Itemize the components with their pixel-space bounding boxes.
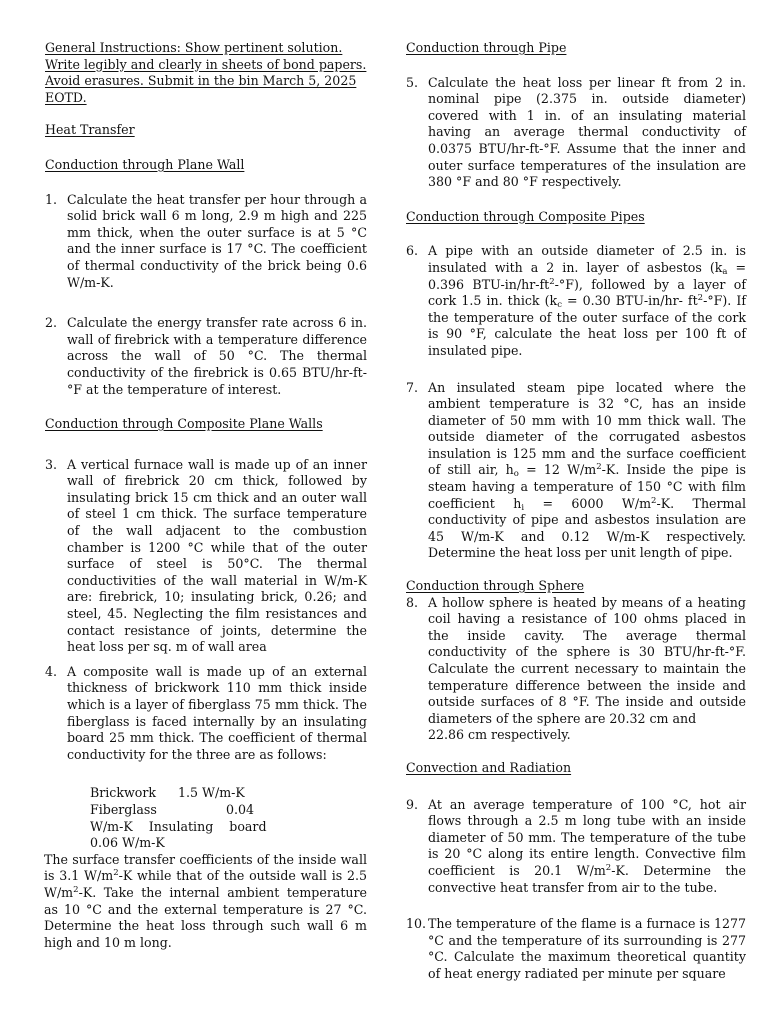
heading-plane-wall: Conduction through Plane Wall: [45, 156, 245, 172]
problem-number: 5.: [406, 74, 419, 90]
right-column: [406, 40, 746, 983]
problem-text-tail: 22.86 cm respectively.: [428, 727, 571, 743]
problem-text: The temperature of the flame is a furnace is 1277 °C and the temperature of its surrounding is 277 °C. Calculate the maximum theoretical quantity of heat energy radiated per minute per square: [428, 916, 746, 981]
k-insulating-board: 0.06 W/m-K: [90, 835, 165, 851]
problem-6: [406, 243, 746, 359]
problem-number: 6.: [406, 243, 419, 259]
problem-7: [406, 380, 746, 563]
problem-9: [406, 797, 746, 897]
surface-coefficients-text: The surface transfer coefficients of the inside wall is 3.1 $W/m^2-K$ while that of the outside wall is 2.5 $W/m^2-K$. Take the internal ambient temperature as 10 °C and the external temperature is 27 °C. Determine the heat loss through such wall 6 m high and 10 m long.: [44, 851, 368, 950]
heading-sphere: Conduction through Sphere: [406, 578, 585, 594]
problem-text: An insulated steam pipe located where the ambient temperature is 32 °C, has an inside diameter of 50 mm with 10 mm thick wall. The outside diameter of the corrugated asbestos insulation is 125 mm and the surface coefficient of still air, $h_o = 12$ $W/m^2-K$. Inside the pipe is steam having a temperature of 150 °C with film coefficient $h_i = 6000$ $W/m^2-K$. Thermal conductivity of pipe and asbestos insulation are 45 W/m-K and 0.12 W/m-K respectively. Determine the heat loss per unit length of pipe.: [428, 379, 747, 561]
general-instructions: General Instructions: Show pertinent solution. Write legibly and clearly in sheets of bond papers. Avoid erasures. Submit in the bin March 5, 2025 EOTD.: [45, 40, 367, 105]
heading-heat-transfer: Heat Transfer: [45, 122, 135, 138]
k-brickwork: 1.5 W/m-K: [178, 785, 245, 801]
material-brickwork: Brickwork: [90, 785, 157, 801]
problem-text: A vertical furnace wall is made up of an inner wall of firebrick 20 cm thick, followed by insulating brick 15 cm thick and an outer wall of steel 1 cm thick. The surface temperature of the wall adjacent to the combustion chamber is 1200 °C while that of the outer surface of steel is 50°C. The thermal conductivities of the wall material in W/m-K are: firebrick, 10; insulating brick, 0.26; and steel, 45. Neglecting the film resistances and contact resistance of joints, determine the heat loss per sq. m of wall area: [67, 456, 367, 655]
problem-text: At an average temperature of 100 °C, hot air flows through a 2.5 m long tube with an inside diameter of 50 mm. The temperature of the tube is 20 °C along its entire length. Convective film coefficient is 20.1 $W/m^2-K$. Determine the convective heat transfer from air to the tube.: [428, 796, 746, 895]
heading-convection-radiation: Convection and Radiation: [406, 759, 572, 775]
problem-number: 3.: [45, 456, 58, 472]
problem-10: [406, 916, 746, 982]
conductivity-list: [67, 785, 367, 851]
heading-composite-plane-walls: Conduction through Composite Plane Walls: [45, 416, 323, 432]
heading-pipe: Conduction through Pipe: [406, 40, 567, 55]
heading-composite-pipes: Conduction through Composite Pipes: [406, 208, 645, 224]
problem-3: [45, 457, 367, 656]
material-insulating-board: W/m-K Insulating board: [90, 818, 267, 834]
problem-number: 2.: [45, 315, 58, 331]
problem-number: 9.: [406, 796, 419, 812]
left-column: [45, 40, 367, 951]
problem-4: [45, 664, 367, 952]
problem-number: 8.: [406, 594, 419, 610]
problem-text: A hollow sphere is heated by means of a heating coil having a resistance of 100 ohms placed in the inside cavity. The average thermal conductivity of the sphere is 30 BTU/hr-ft-°F. Calculate the current necessary to maintain the temperature difference between the inside and outside surfaces of 8 °F. The inside and outside diameters of the sphere are 20.32 cm and: [428, 594, 746, 726]
problem-8: [406, 595, 746, 744]
problem-text: Calculate the heat transfer per hour through a solid brick wall 6 m long, 2.9 m high and 225 mm thick, when the outer surface is at 5 °C and the inner surface is 17 °C. The coefficient of thermal conductivity of the brick being 0.6 W/m-K.: [67, 191, 367, 290]
problem-number: 10.: [406, 916, 427, 932]
problem-5: [406, 75, 746, 191]
problem-number: 1.: [45, 191, 58, 207]
problem-1: [45, 192, 367, 292]
k-fiberglass: 0.04: [226, 801, 255, 817]
problem-text: Calculate the heat loss per linear ft from 2 in. nominal pipe (2.375 in. outside diameter) covered with 1 in. of an insulating material having an average thermal conductivity of 0.0375 BTU/hr-ft-°F. Assume that the inner and outer surface temperatures of the insulation are 380 °F and 80 °F respectively.: [428, 74, 746, 190]
problem-number: 4.: [45, 663, 58, 679]
problem-number: 7.: [406, 379, 419, 395]
material-fiberglass: Fiberglass: [90, 801, 157, 817]
problem-text: A pipe with an outside diameter of 2.5 in. is insulated with a 2 in. layer of asbestos ($k_a = 0.396$ BTU-$in/hr-ft^2-^\circ F$), followed by a layer of cork 1.5 in. thick ($k_c = 0.30$ BTU-in/hr- $ft^2-^\circ F$). If the temperature of the outer surface of the cork is 90 °F, calculate the heat loss per 100 ft of insulated pipe.: [428, 243, 746, 358]
problem-2: [45, 315, 367, 398]
problem-text: Calculate the energy transfer rate across 6 in. wall of firebrick with a temperature difference across the wall of 50 °C. The thermal conductivity of the firebrick is 0.65 BTU/hr-ft-°F at the temperature of interest.: [67, 315, 367, 397]
problem-text: A composite wall is made up of an external thickness of brickwork 110 mm thick inside which is a layer of fiberglass 75 mm thick. The fiberglass is faced internally by an insulating board 25 mm thick. The coefficient of thermal conductivity for the three are as follows:: [67, 663, 367, 762]
